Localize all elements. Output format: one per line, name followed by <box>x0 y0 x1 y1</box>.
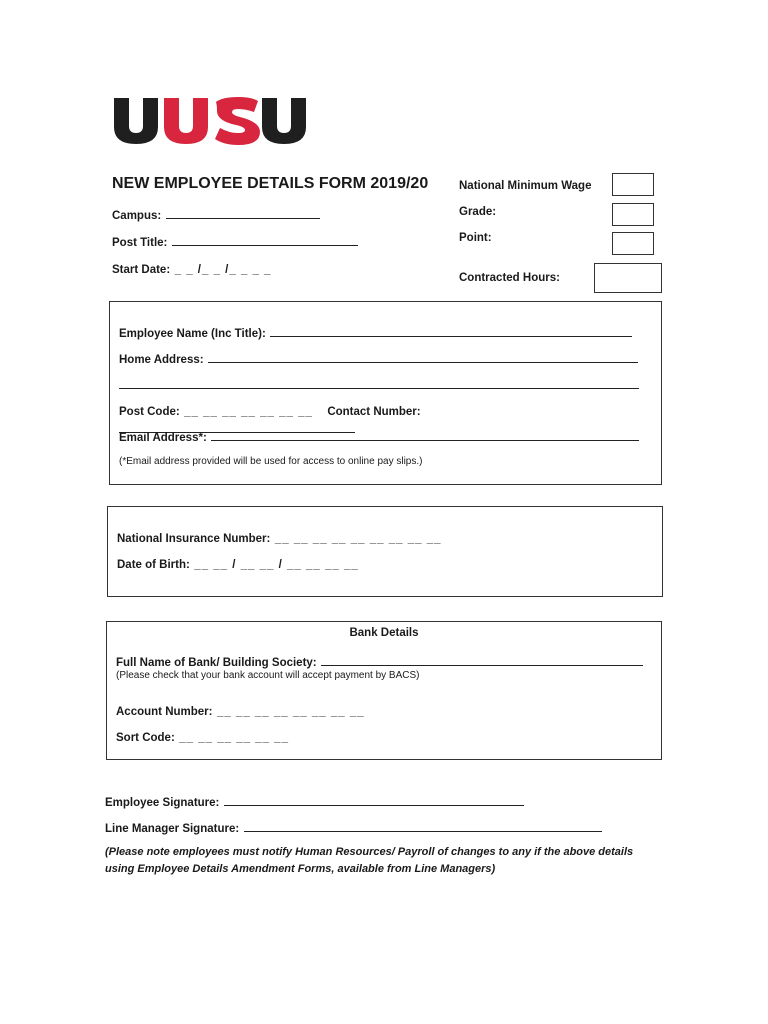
line-manager-signature-label: Line Manager Signature: <box>105 823 240 835</box>
post-title-label: Post Title: <box>112 237 168 249</box>
contracted-hours-label: Contracted Hours: <box>459 272 560 284</box>
start-date-label: Start Date: <box>112 264 171 276</box>
logo-letter-u3 <box>262 98 306 144</box>
point-label: Point: <box>459 232 492 244</box>
post-code-label: Post Code: <box>119 406 180 418</box>
employee-name-label: Employee Name (Inc Title): <box>119 328 266 340</box>
post-code-input[interactable]: __ __ __ __ __ __ __ <box>184 406 313 418</box>
start-date-row <box>112 260 272 278</box>
national-minimum-wage-label: National Minimum Wage <box>459 180 592 192</box>
post-title-input[interactable] <box>172 234 358 246</box>
bank-details-section <box>106 621 662 760</box>
grade-label: Grade: <box>459 206 497 218</box>
email-row <box>119 428 639 446</box>
form-title: NEW EMPLOYEE DETAILS FORM 2019/20 <box>112 175 429 192</box>
campus-input[interactable] <box>166 207 320 219</box>
contracted-hours-box[interactable] <box>594 263 662 293</box>
bank-details-heading: Bank Details <box>349 627 419 639</box>
dob-input[interactable]: __ __ / __ __ / __ __ __ __ <box>194 559 359 571</box>
home-address-label: Home Address: <box>119 354 204 366</box>
national-minimum-wage-box[interactable] <box>612 173 654 196</box>
bank-name-label: Full Name of Bank/ Building Society: <box>116 657 317 669</box>
email-note: (*Email address provided will be used for access to online pay slips.) <box>119 456 423 467</box>
employee-signature-label: Employee Signature: <box>105 797 220 809</box>
start-date-input[interactable]: _ _ /_ _ /_ _ _ _ <box>174 264 272 276</box>
footer-note: (Please note employees must notify Human Resources/ Payroll of changes to any if the above details using Employee Details Amendment Forms, available from Line Managers) <box>105 846 634 875</box>
logo-letter-u2 <box>164 98 208 144</box>
employee-name-row <box>119 324 632 342</box>
campus-label: Campus: <box>112 210 162 222</box>
account-number-label: Account Number: <box>116 706 213 718</box>
logo-letter-s <box>215 97 260 145</box>
uusu-logo <box>112 96 308 146</box>
account-number-row <box>116 702 365 720</box>
logo-letter-u1 <box>114 98 158 144</box>
ni-label: National Insurance Number: <box>117 533 271 545</box>
bank-name-row <box>116 653 643 671</box>
sort-code-row <box>116 728 289 746</box>
bank-name-input[interactable] <box>321 654 643 666</box>
home-address-input[interactable] <box>208 351 638 363</box>
contact-number-label: Contact Number: <box>327 406 421 418</box>
grade-box[interactable] <box>612 203 654 226</box>
line-manager-signature-input[interactable] <box>244 820 602 832</box>
personal-details-section <box>109 301 662 485</box>
identity-section <box>107 506 663 597</box>
employee-signature-input[interactable] <box>224 794 524 806</box>
post-title-row <box>112 233 358 251</box>
dob-label: Date of Birth: <box>117 559 190 571</box>
sort-code-input[interactable]: __ __ __ __ __ __ <box>179 732 289 744</box>
ni-row <box>117 529 442 547</box>
employee-name-input[interactable] <box>270 325 632 337</box>
dob-row <box>117 555 359 573</box>
sort-code-label: Sort Code: <box>116 732 175 744</box>
email-input[interactable] <box>211 429 639 441</box>
bacs-note: (Please check that your bank account will accept payment by BACS) <box>116 670 420 681</box>
line-manager-signature-row <box>105 819 602 837</box>
home-address-line-2[interactable] <box>119 377 639 389</box>
home-address-row <box>119 350 638 368</box>
ni-input[interactable]: __ __ __ __ __ __ __ __ __ <box>274 533 442 545</box>
email-label: Email Address*: <box>119 432 207 444</box>
employee-signature-row <box>105 793 524 811</box>
account-number-input[interactable]: __ __ __ __ __ __ __ __ <box>216 706 365 718</box>
campus-row <box>112 206 320 224</box>
point-box[interactable] <box>612 232 654 255</box>
